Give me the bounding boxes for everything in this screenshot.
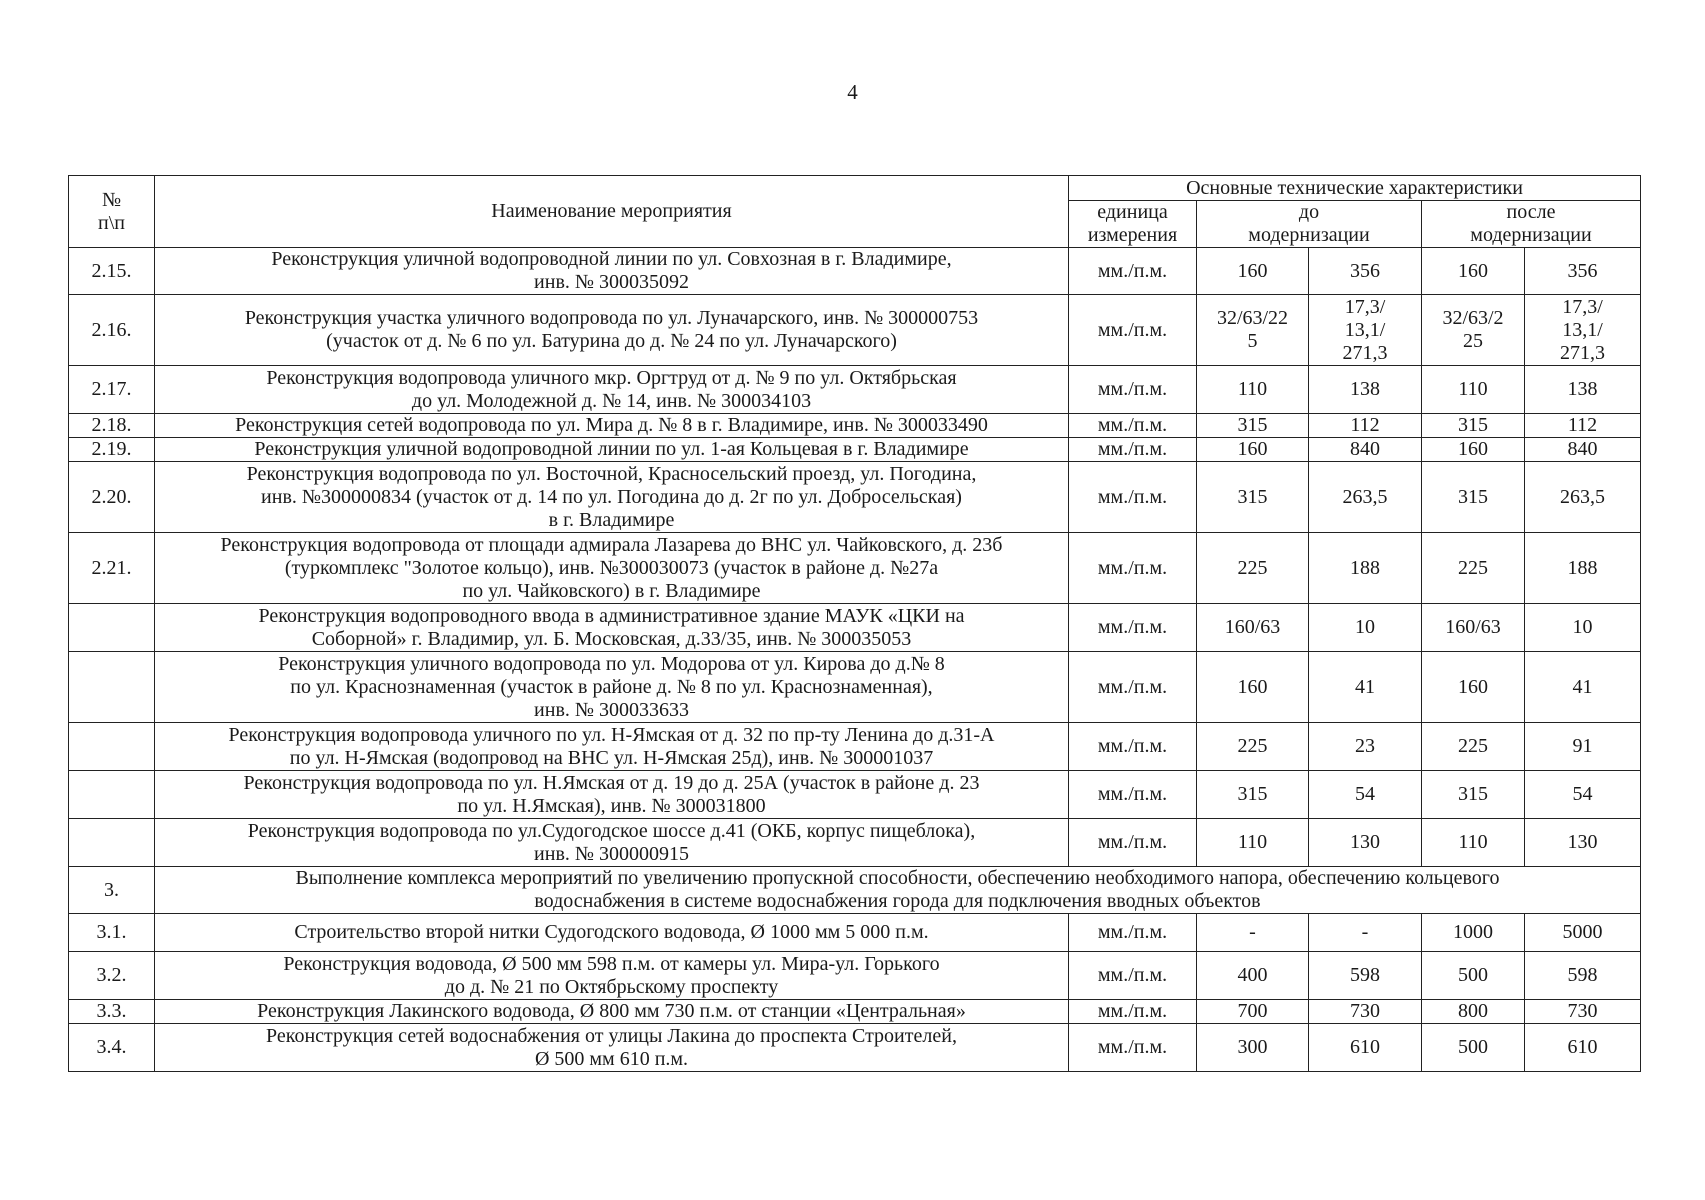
before-diameter: - [1197,914,1309,952]
before-length: 356 [1309,248,1422,295]
table-row [69,771,1641,819]
before-length: 112 [1309,414,1422,438]
row-number: 3.1. [69,914,155,952]
section-row [69,867,1641,914]
table-row [69,604,1641,652]
before-length: 840 [1309,438,1422,462]
row-number [69,652,155,723]
after-diameter: 225 [1422,723,1525,771]
after-diameter: 1000 [1422,914,1525,952]
row-name: Реконструкция водопровода уличного по ул. Н-Ямская от д. 32 по пр-ту Ленина до д.31-А по ул. Н-Ямская (водопровод на ВНС ул. Н-Ямская 25д), инв. № 300001037 [155,723,1069,771]
row-unit: мм./п.м. [1069,1024,1197,1072]
before-diameter: 32/63/22 5 [1197,295,1309,366]
before-diameter: 300 [1197,1024,1309,1072]
after-length: 840 [1525,438,1641,462]
before-diameter: 160 [1197,248,1309,295]
after-length: 138 [1525,366,1641,414]
before-length: 17,3/ 13,1/ 271,3 [1309,295,1422,366]
row-name: Реконструкция Лакинского водовода, Ø 800 мм 730 п.м. от станции «Центральная» [155,1000,1069,1024]
page-number: 4 [847,80,858,104]
table-row [69,1024,1641,1072]
section-number: 3. [69,867,155,914]
after-length: 112 [1525,414,1641,438]
before-length: 730 [1309,1000,1422,1024]
header-group: Основные технические характеристики [1069,176,1641,201]
row-name: Реконструкция водовода, Ø 500 мм 598 п.м. от камеры ул. Мира-ул. Горького до д. № 21 по Октябрьскому проспекту [155,952,1069,1000]
after-length: 5000 [1525,914,1641,952]
after-diameter: 160 [1422,438,1525,462]
row-name: Реконструкция водопровода по ул.Судогодское шоссе д.41 (ОКБ, корпус пищеблока), инв. № 300000915 [155,819,1069,867]
table-row [69,248,1641,295]
after-diameter: 110 [1422,366,1525,414]
before-length: 598 [1309,952,1422,1000]
before-length: 23 [1309,723,1422,771]
table-row [69,295,1641,366]
row-name: Реконструкция уличного водопровода по ул. Модорова от ул. Кирова до д.№ 8 по ул. Краснознаменная (участок в районе д. № 8 по ул. Краснознаменная), инв. № 300033633 [155,652,1069,723]
after-length: 130 [1525,819,1641,867]
after-length: 17,3/ 13,1/ 271,3 [1525,295,1641,366]
after-length: 598 [1525,952,1641,1000]
measures-table [68,175,1641,1072]
row-name: Реконструкция водопровода по ул. Н.Ямская от д. 19 до д. 25А (участок в районе д. 23 по ул. Н.Ямская), инв. № 300031800 [155,771,1069,819]
table-row [69,952,1641,1000]
before-diameter: 315 [1197,771,1309,819]
before-diameter: 315 [1197,414,1309,438]
after-length: 610 [1525,1024,1641,1072]
row-unit: мм./п.м. [1069,533,1197,604]
before-diameter: 225 [1197,723,1309,771]
row-number: 2.18. [69,414,155,438]
row-number: 3.3. [69,1000,155,1024]
before-diameter: 160 [1197,438,1309,462]
table-row [69,414,1641,438]
row-name: Реконструкция уличной водопроводной линии по ул. Совхозная в г. Владимире, инв. № 300035092 [155,248,1069,295]
header-row [69,176,1641,201]
row-unit: мм./п.м. [1069,652,1197,723]
header-after: после модернизации [1422,201,1641,248]
before-diameter: 160 [1197,652,1309,723]
after-diameter: 160 [1422,248,1525,295]
row-name: Реконструкция участка уличного водопровода по ул. Луначарского, инв. № 300000753 (участок от д. № 6 по ул. Батурина до д. № 24 по ул. Луначарского) [155,295,1069,366]
after-diameter: 315 [1422,771,1525,819]
table-row [69,1000,1641,1024]
section-title: Выполнение комплекса мероприятий по увеличению пропускной способности, обеспечению необходимого напора, обеспечению кольцевого водоснабжения в системе водоснабжения города для подключения вводных объектов [155,867,1641,914]
before-diameter: 110 [1197,819,1309,867]
row-number: 2.15. [69,248,155,295]
row-unit: мм./п.м. [1069,604,1197,652]
before-length: 130 [1309,819,1422,867]
before-length: 610 [1309,1024,1422,1072]
after-length: 730 [1525,1000,1641,1024]
row-unit: мм./п.м. [1069,462,1197,533]
after-diameter: 160/63 [1422,604,1525,652]
before-diameter: 160/63 [1197,604,1309,652]
before-length: 263,5 [1309,462,1422,533]
before-length: 10 [1309,604,1422,652]
before-length: 41 [1309,652,1422,723]
after-diameter: 500 [1422,1024,1525,1072]
before-length: 138 [1309,366,1422,414]
row-unit: мм./п.м. [1069,248,1197,295]
row-number: 3.2. [69,952,155,1000]
after-length: 263,5 [1525,462,1641,533]
table-row [69,652,1641,723]
before-length: 54 [1309,771,1422,819]
row-number: 2.19. [69,438,155,462]
after-diameter: 315 [1422,462,1525,533]
row-unit: мм./п.м. [1069,438,1197,462]
row-number [69,819,155,867]
table-row [69,723,1641,771]
after-diameter: 500 [1422,952,1525,1000]
row-unit: мм./п.м. [1069,723,1197,771]
header-name: Наименование мероприятия [155,176,1069,248]
after-length: 54 [1525,771,1641,819]
after-length: 41 [1525,652,1641,723]
row-name: Реконструкция водопровода от площади адмирала Лазарева до ВНС ул. Чайковского, д. 23б (туркомплекс "Золотое кольцо), инв. №300030073 (участок в районе д. №27а по ул. Чайковского) в г. Владимире [155,533,1069,604]
row-name: Реконструкция сетей водопровода по ул. Мира д. № 8 в г. Владимире, инв. № 300033490 [155,414,1069,438]
row-number [69,771,155,819]
table-row [69,914,1641,952]
before-length: 188 [1309,533,1422,604]
after-diameter: 110 [1422,819,1525,867]
before-length: - [1309,914,1422,952]
before-diameter: 315 [1197,462,1309,533]
row-name: Реконструкция уличной водопроводной линии по ул. 1-ая Кольцевая в г. Владимире [155,438,1069,462]
before-diameter: 700 [1197,1000,1309,1024]
row-number [69,723,155,771]
header-before: до модернизации [1197,201,1422,248]
row-unit: мм./п.м. [1069,771,1197,819]
before-diameter: 225 [1197,533,1309,604]
row-name: Реконструкция водопровода уличного мкр. Оргтруд от д. № 9 по ул. Октябрьская до ул. Молодежной д. № 14, инв. № 300034103 [155,366,1069,414]
row-unit: мм./п.м. [1069,819,1197,867]
table-row [69,366,1641,414]
row-unit: мм./п.м. [1069,952,1197,1000]
after-diameter: 32/63/2 25 [1422,295,1525,366]
row-name: Реконструкция водопровода по ул. Восточной, Красносельский проезд, ул. Погодина, инв. №300000834 (участок от д. 14 по ул. Погодина до д. 2г по ул. Добросельская) в г. Владимире [155,462,1069,533]
after-diameter: 225 [1422,533,1525,604]
table-row [69,819,1641,867]
after-diameter: 160 [1422,652,1525,723]
row-unit: мм./п.м. [1069,414,1197,438]
table-row [69,438,1641,462]
row-name: Реконструкция водопроводного ввода в административное здание МАУК «ЦКИ на Соборной» г. Владимир, ул. Б. Московская, д.33/35, инв. № 300035053 [155,604,1069,652]
row-unit: мм./п.м. [1069,366,1197,414]
before-diameter: 400 [1197,952,1309,1000]
row-number: 2.16. [69,295,155,366]
after-length: 188 [1525,533,1641,604]
table-row [69,462,1641,533]
row-unit: мм./п.м. [1069,1000,1197,1024]
row-number [69,604,155,652]
table-row [69,533,1641,604]
row-name: Реконструкция сетей водоснабжения от улицы Лакина до проспекта Строителей, Ø 500 мм 610 п.м. [155,1024,1069,1072]
row-number: 2.20. [69,462,155,533]
after-diameter: 315 [1422,414,1525,438]
after-length: 10 [1525,604,1641,652]
header-unit: единица измерения [1069,201,1197,248]
after-length: 91 [1525,723,1641,771]
row-name: Строительство второй нитки Судогодского водовода, Ø 1000 мм 5 000 п.м. [155,914,1069,952]
header-num: № п\п [69,176,155,248]
row-unit: мм./п.м. [1069,295,1197,366]
after-length: 356 [1525,248,1641,295]
row-number: 2.17. [69,366,155,414]
row-number: 2.21. [69,533,155,604]
before-diameter: 110 [1197,366,1309,414]
row-number: 3.4. [69,1024,155,1072]
row-unit: мм./п.м. [1069,914,1197,952]
after-diameter: 800 [1422,1000,1525,1024]
